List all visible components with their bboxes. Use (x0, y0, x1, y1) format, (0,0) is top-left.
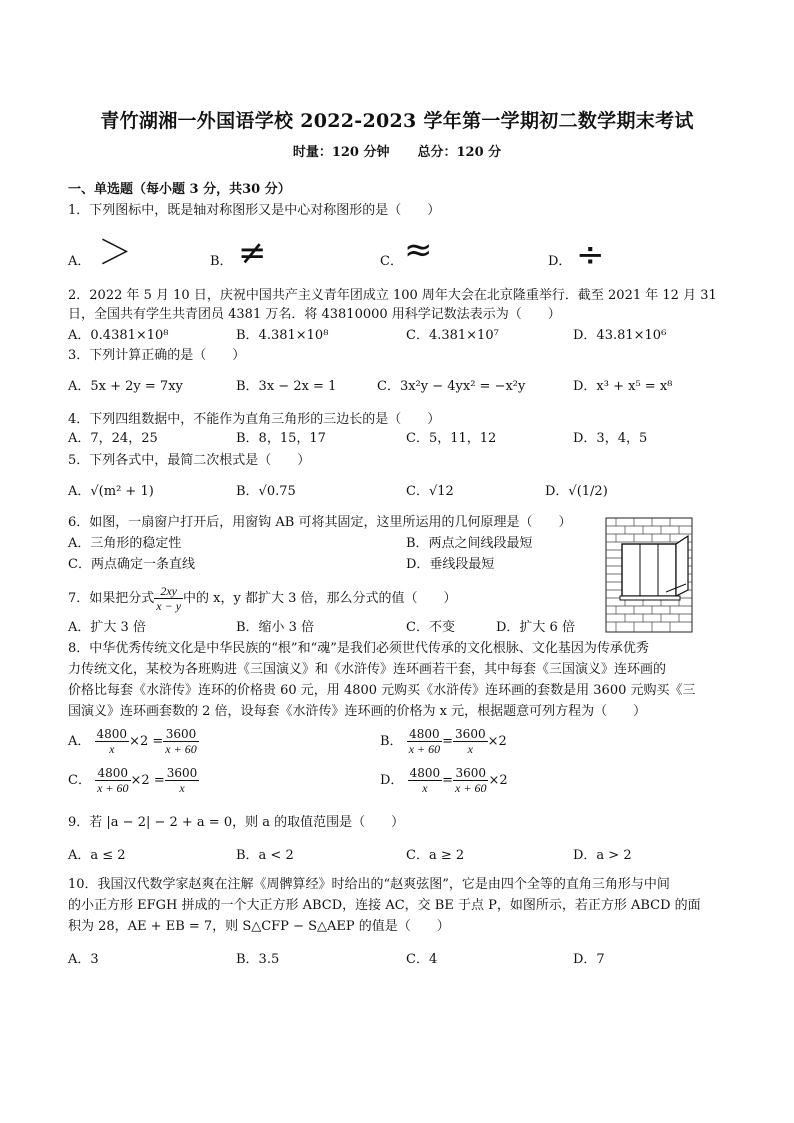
q7-option-a: A．扩大 3 倍 (68, 620, 146, 635)
q4-option-d: D．3，4，5 (573, 431, 648, 446)
exam-subtitle (0, 141, 794, 160)
q7-option-b: B．缩小 3 倍 (236, 620, 315, 635)
q10-option-a: A．3 (68, 952, 99, 967)
q7-stem-post: 中的 x，y 都扩大 3 倍，那么分式的值（ ） (183, 591, 457, 606)
q10-option-d: D．7 (573, 952, 605, 967)
q3-option-b: B．3x − 2x = 1 (236, 379, 337, 394)
q7-stem (68, 584, 457, 613)
greater-than-icon: ＞ (98, 233, 132, 273)
approx-equal-icon: ≈ (404, 230, 433, 270)
q8-stem-line2: 力传统文化，某校为各班购进《三国演义》和《水浒传》连环画若干套，其中每套《三国演义》连环画的 (68, 662, 667, 677)
q10-stem-line2: 的小正方形 EFGH 拼成的一个大正方形 ABCD，连接 AC，交 BE 于点 P，如图所示，若正方形 ABCD 的面 (68, 898, 701, 913)
q7-option-d: D．扩大 6 倍 (496, 620, 575, 635)
q8-stem-line4: 国演义》连环画套数的 2 倍，设每套《水浒传》连环画的价格为 x 元，根据题意可列方程为（ ） (68, 704, 647, 719)
q2-stem-line2: 日，全国共有学生共青团员 4381 万名．将 43810000 用科学记数法表示为（ ） (68, 307, 561, 322)
section-heading: 一、单选题（每小题 3 分，共30 分） (68, 182, 291, 197)
q6-option-a: A．三角形的稳定性 (68, 536, 182, 551)
q2-option-d: D．43.81×10⁶ (573, 328, 667, 343)
q6-option-b: B．两点之间线段最短 (406, 536, 533, 551)
q8-option-b: B． $\frac{4800}{x + 60}$ = $\frac{3600}{x}$ ×2 (380, 727, 507, 756)
q5-option-b: B．√0.75 (236, 484, 296, 499)
q8-option-c: C． $\frac{4800}{x + 60}$ ×2 = $\frac{3600}{x}$ (68, 766, 198, 795)
q3-option-a: A．5x + 2y = 7xy (68, 379, 183, 394)
q6-option-c: C．两点确定一条直线 (68, 557, 195, 572)
q1-option-a-label: A． (68, 254, 91, 269)
q2-option-c: C．4.381×10⁷ (406, 328, 499, 343)
q2-option-b: B．4.381×10⁸ (236, 328, 329, 343)
q4-option-a: A．7，24，25 (68, 431, 158, 446)
q3-stem: 3．下列计算正确的是（ ） (68, 348, 246, 363)
q7-fraction (154, 584, 183, 613)
q4-option-c: C．5，11，12 (406, 431, 497, 446)
exam-total-score: 总分：120 分 (417, 145, 502, 160)
q5-option-d: D．√(1/2) (545, 484, 608, 499)
q5-stem: 5．下列各式中，最简二次根式是（ ） (68, 453, 311, 468)
not-equal-icon: ≠ (238, 233, 267, 273)
q3-option-d: D．x³ + x⁵ = x⁸ (573, 379, 673, 394)
q3-option-c: C．3x²y − 4yx² = −x²y (377, 379, 526, 394)
q1-option-d-label: D． (548, 254, 572, 269)
q1-option-b-label: B． (210, 254, 233, 269)
q4-stem: 4．下列四组数据中，不能作为直角三角形的三边长的是（ ） (68, 412, 441, 427)
q7-stem-pre: 7．如果把分式 (68, 591, 155, 606)
q9-option-a: A．a ≤ 2 (68, 848, 126, 863)
q4-option-b: B．8，15，17 (236, 431, 326, 446)
q10-option-c: C．4 (406, 952, 438, 967)
q7-option-c: C．不变 (406, 620, 455, 635)
q10-stem-line1: 10．我国汉代数学家赵爽在注解《周髀算经》时给出的“赵爽弦图”，它是由四个全等的直角三角形与中间 (68, 877, 670, 892)
q5-option-c: C．√12 (406, 484, 454, 499)
q1-stem: 1．下列图标中，既是轴对称图形又是中心对称图形的是（ ） (68, 203, 441, 218)
q9-option-d: D．a > 2 (573, 848, 632, 863)
q7-numerator: 2xy (154, 584, 183, 599)
q10-stem-line3: 积为 28，AE + EB = 7，则 S△CFP − S△AEP 的值是（ ） (68, 919, 450, 934)
q8-stem-line1: 8．中华优秀传统文化是中华民族的“根”和“魂”是我们必须世代传承的文化根脉、文化基因为传承优秀 (68, 641, 649, 656)
q6-stem: 6．如图，一扇窗户打开后，用窗钩 AB 可将其固定，这里所运用的几何原理是（ ） (68, 515, 572, 530)
q8-option-a: A． $\frac{4800}{x}$ ×2 = $\frac{3600}{x + 60}$ (68, 727, 197, 756)
q2-option-a: A．0.4381×10⁸ (68, 328, 169, 343)
q6-option-d: D．垂线段最短 (406, 557, 495, 572)
exam-time: 时量：120 分钟 (292, 145, 390, 160)
division-icon: ÷ (576, 235, 605, 275)
q5-option-a: A．√(m² + 1) (68, 484, 154, 499)
q9-option-c: C．a ≥ 2 (406, 848, 465, 863)
q9-stem: 9．若 |a − 2| − 2 + a = 0，则 a 的取值范围是（ ） (68, 815, 405, 830)
q10-option-b: B．3.5 (236, 952, 280, 967)
q9-option-b: B．a < 2 (236, 848, 294, 863)
q1-option-c-label: C． (380, 254, 403, 269)
window-hook-figure (604, 516, 694, 634)
q2-stem-line1: 2．2022 年 5 月 10 日，庆祝中国共产主义青年团成立 100 周年大会在北京隆重举行．截至 2021 年 12 月 31 (68, 288, 717, 303)
q7-denominator: x − y (156, 599, 182, 613)
q8-stem-line3: 价格比每套《水浒传》连环的价格贵 60 元，用 4800 元购买《水浒传》连环画的套数是用 3600 元购买《三 (68, 683, 696, 698)
q8-option-d: D． $\frac{4800}{x}$ = $\frac{3600}{x + 60}$ ×2 (380, 766, 508, 795)
exam-title: 青竹湖湘一外国语学校 2022-2023 学年第一学期初二数学期末考试 (100, 110, 694, 132)
